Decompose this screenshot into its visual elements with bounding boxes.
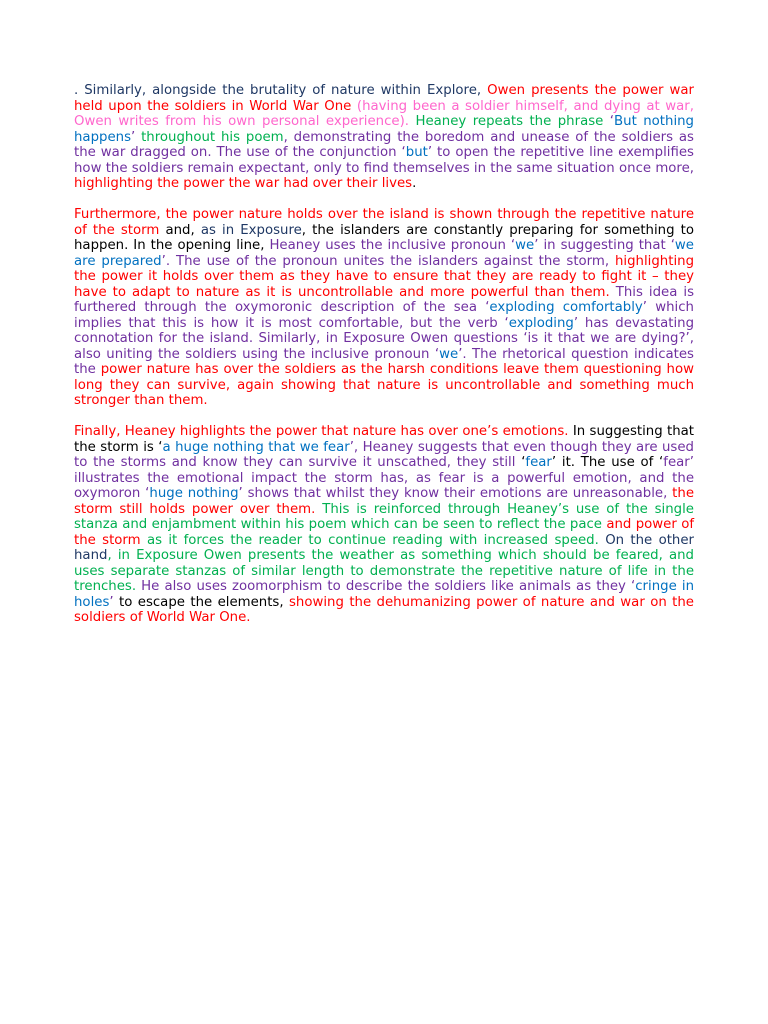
- text-segment: we: [515, 238, 535, 253]
- text-segment: but: [405, 145, 428, 160]
- text-segment: This is reinforced through Heaney’s use of the single stanza and enjambment within his poem which can be seen to reflect the pace: [74, 501, 694, 532]
- text-segment: cringe in holes: [74, 579, 694, 610]
- text-segment: exploding comfortably: [489, 300, 643, 315]
- text-segment: as in Exposure: [200, 222, 302, 238]
- text-segment: This idea is furthered through the oxymoronic description of the sea ‘: [74, 284, 694, 315]
- text-segment: ’: [109, 594, 120, 610]
- paragraph-1: [74, 83, 694, 192]
- text-segment: ’: [131, 129, 142, 145]
- text-segment: and,: [165, 222, 201, 238]
- text-segment: ’, Heaney suggests that even though they are used to the storms and know they can survive it unscathed, they still: [74, 439, 694, 470]
- text-segment: exploding: [508, 315, 574, 331]
- text-segment: , in Exposure Owen presents the weather as something which should be feared, and uses separate stanzas of similar length to demonstrate the repetitive nature of life in the trenches.: [74, 548, 694, 594]
- text-segment: On the other hand: [74, 532, 694, 563]
- text-segment: as it forces the reader to continue reading with increased speed.: [146, 532, 606, 548]
- text-segment: ’ has devastating connotation for the island. Similarly, in Exposure Owen questions ‘is it that we are dying?’, also uniting the soldiers using the inclusive pronoun ‘: [74, 315, 695, 362]
- text-segment: Furthermore, the power nature holds over the island is shown through the repetitive nature of the storm: [74, 207, 694, 238]
- text-segment: ’ in suggesting that ‘: [534, 238, 675, 253]
- text-segment: ’. The rhetorical question indicates the: [74, 346, 694, 377]
- text-segment: the storm still holds power over them.: [74, 486, 694, 517]
- paragraph-3: [74, 424, 694, 626]
- text-segment: ’ to open the repetitive line exemplifies how the soldiers remain expectant, only to find themselves in the same situation once more,: [74, 145, 694, 176]
- text-segment: and power of the storm: [74, 517, 695, 548]
- text-segment: we are prepared: [74, 238, 694, 269]
- text-segment: (having been a soldier himself, and dying at war, Owen writes from his own personal experience).: [74, 98, 694, 129]
- text-segment: ’. The use of the pronoun unites the islanders against the storm,: [161, 253, 615, 269]
- text-segment: throughout his poem: [141, 129, 284, 145]
- text-segment: a huge nothing that we fear: [162, 439, 350, 455]
- text-segment: ’ shows that whilst they know their emotions are unreasonable,: [238, 486, 673, 501]
- text-segment: , demonstrating the boredom and unease of the soldiers as the war dragged on. The use of the conjunction ‘: [74, 129, 694, 160]
- text-segment: Owen presents the power war held upon the soldiers in World War One: [74, 83, 694, 114]
- paragraph-2: [74, 207, 694, 409]
- text-segment: fear: [525, 455, 552, 470]
- text-segment: ’ it. The use of ‘: [551, 455, 664, 470]
- text-segment: .: [412, 176, 417, 191]
- text-segment: highlighting the power the war had over their lives: [74, 176, 413, 191]
- document-page: [74, 83, 694, 641]
- text-segment: fear’ illustrates the emotional impact the storm has, as fear is a powerful emotion, and the oxymoron ‘: [74, 455, 695, 501]
- text-segment: Finally, Heaney highlights the power that nature has over one’s emotions.: [74, 424, 573, 439]
- text-segment: Heaney uses the inclusive pronoun ‘: [269, 238, 516, 253]
- text-segment: huge nothing: [149, 486, 239, 501]
- text-segment: power nature has over the soldiers as the harsh conditions leave them questioning how long they can survive, again showing that nature is uncontrollable and something much stronger than them.: [74, 362, 694, 408]
- text-segment: But nothing happens: [74, 114, 695, 145]
- text-segment: Heaney repeats the phrase: [415, 114, 610, 129]
- text-segment: highlighting the power it holds over them as they have to ensure that they are ready to fight it – they have to adapt to nature as it is uncontrollable and more powerful than them.: [74, 253, 695, 300]
- text-segment: ‘: [609, 114, 615, 129]
- text-segment: showing the dehumanizing power of nature and war on the soldiers of World War One.: [74, 594, 694, 625]
- text-segment: to escape the elements,: [119, 594, 289, 610]
- text-segment: we: [439, 346, 459, 362]
- text-segment: In suggesting that the storm is ‘: [74, 424, 694, 455]
- text-segment: ‘: [521, 455, 526, 470]
- text-segment: , the islanders are constantly preparing for something to happen. In the opening line,: [74, 222, 694, 253]
- text-segment: He also uses zoomorphism to describe the soldiers like animals as they ‘: [141, 579, 636, 594]
- text-segment: . Similarly, alongside the brutality of nature within Explore,: [74, 83, 488, 98]
- text-segment: ’ which implies that this is how it is most comfortable, but the verb ‘: [74, 300, 694, 331]
